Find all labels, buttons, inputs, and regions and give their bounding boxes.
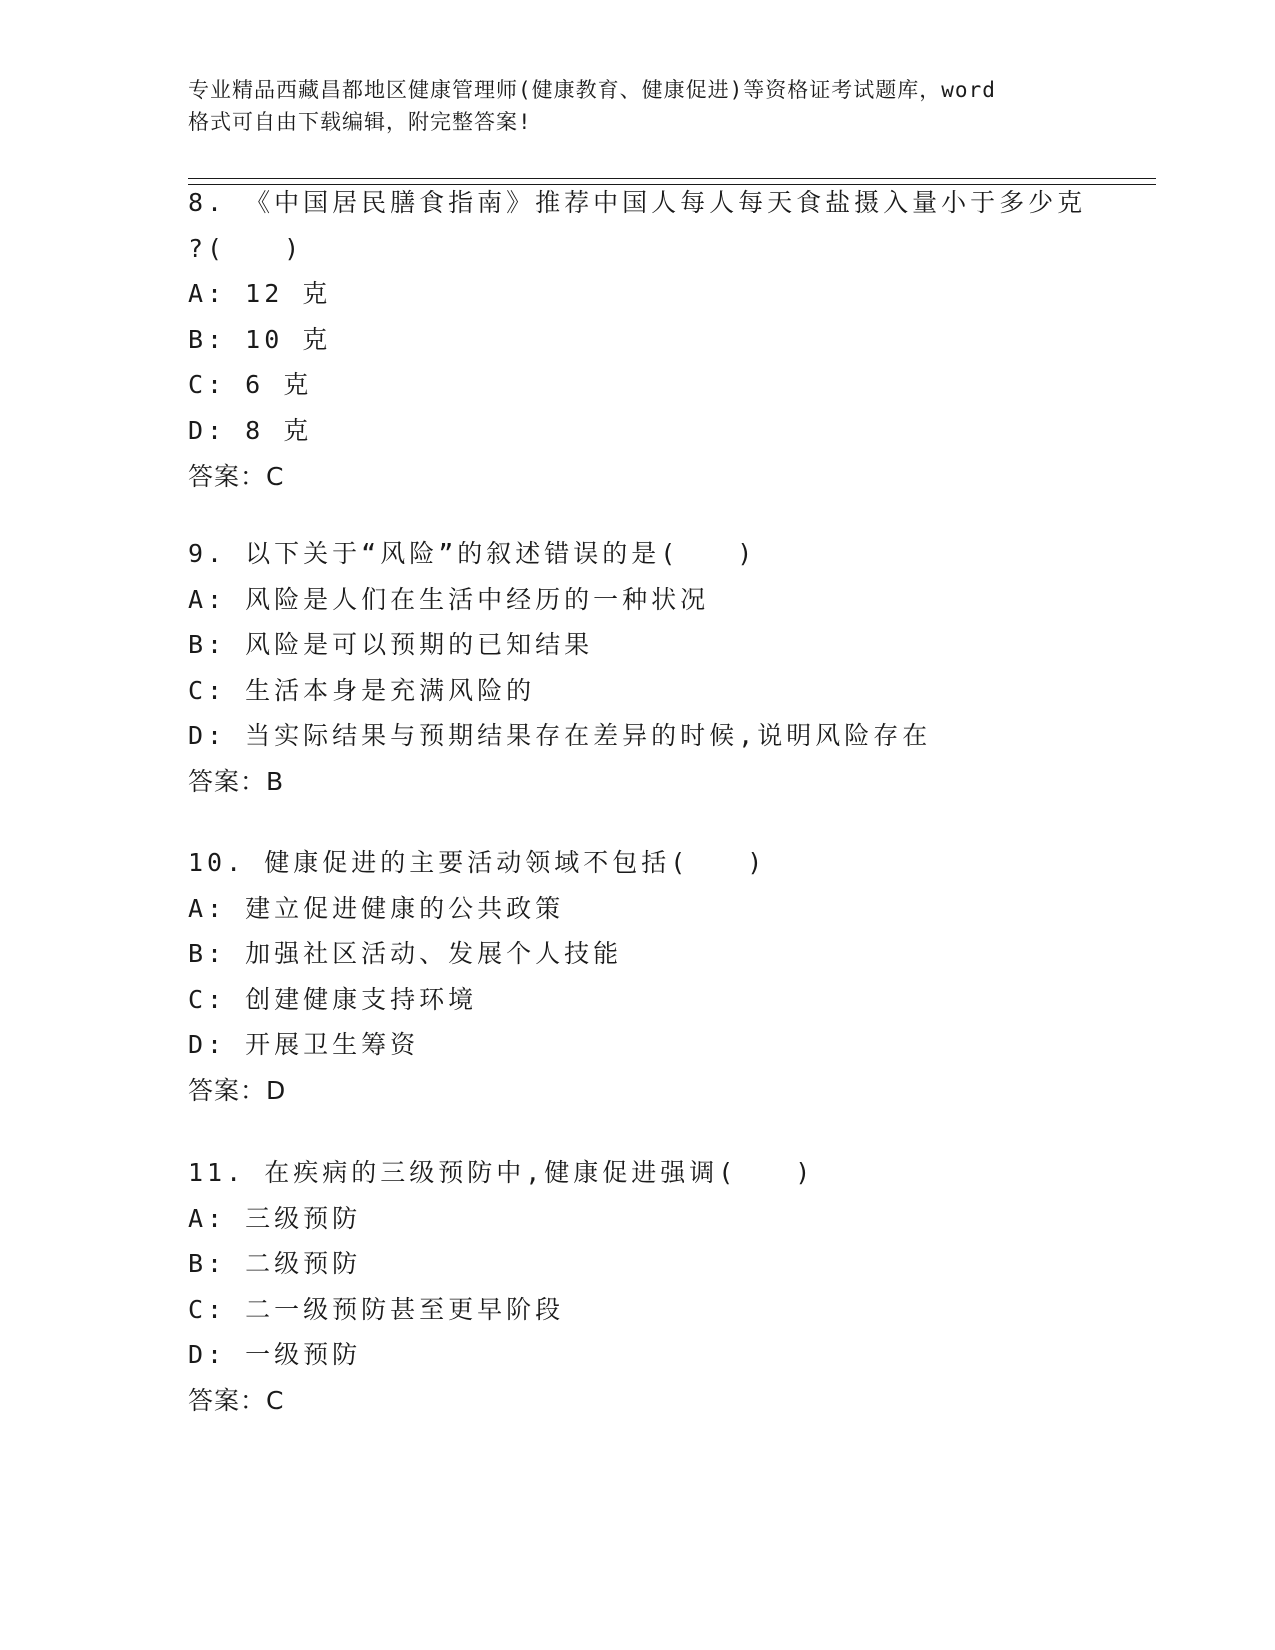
answer-label: 答案：B [188,766,285,796]
question-stem: 10. 健康促进的主要活动领域不包括( ) [188,848,767,877]
option-c: C: 生活本身是充满风险的 [188,675,536,705]
question-stem: 11. 在疾病的三级预防中,健康促进强调( ) [188,1158,815,1187]
answer-label: 答案：D [188,1075,287,1105]
option-d: D: 开展卫生筹资 [188,1030,420,1060]
question-10 [188,840,1168,1114]
option-c: C: 6 克 [188,370,313,400]
option-a: A: 12 克 [188,279,332,309]
option-d: D: 当实际结果与预期结果存在差异的时候,说明风险存在 [188,721,932,751]
question-stem: 9. 以下关于“风险”的叙述错误的是( ) [188,539,757,568]
question-11 [188,1150,1168,1424]
option-c: C: 二一级预防甚至更早阶段 [188,1294,565,1324]
question-stem: ?( ) [188,233,304,263]
header-title-line-1: 专业精品西藏昌都地区健康管理师(健康教育、健康促进)等资格证考试题库，word [188,78,996,102]
page-header [188,74,1088,138]
question-stem: 8. 《中国居民膳食指南》推荐中国人每人每天食盐摄入量小于多少克 [188,188,1087,217]
option-b: B: 二级预防 [188,1249,362,1279]
option-d: D: 一级预防 [188,1340,362,1370]
option-a: A: 三级预防 [188,1203,362,1233]
question-9 [188,531,1168,805]
option-b: B: 10 克 [188,324,332,354]
option-b: B: 风险是可以预期的已知结果 [188,630,594,660]
answer-label: 答案：C [188,461,285,491]
option-b: B: 加强社区活动、发展个人技能 [188,939,623,969]
option-c: C: 创建健康支持环境 [188,984,478,1014]
option-a: A: 建立促进健康的公共政策 [188,893,565,923]
option-d: D: 8 克 [188,415,313,445]
question-8 [188,180,1168,499]
option-a: A: 风险是人们在生活中经历的一种状况 [188,584,710,614]
header-title-line-2: 格式可自由下载编辑，附完整答案! [188,110,532,134]
answer-label: 答案：C [188,1385,285,1415]
